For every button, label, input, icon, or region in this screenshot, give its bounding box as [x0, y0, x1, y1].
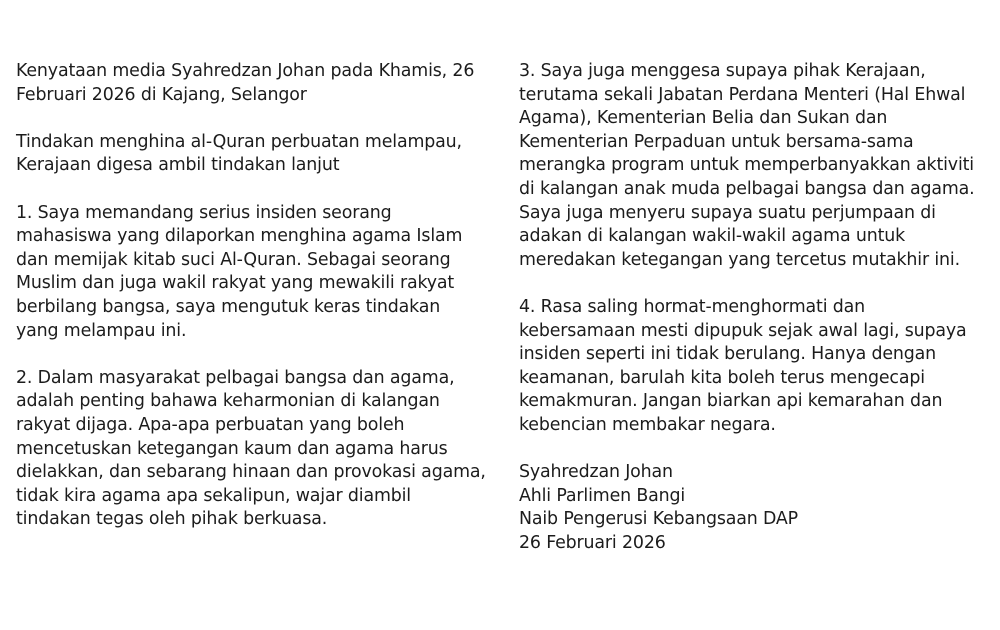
- signature-position: Naib Pengerusi Kebangsaan DAP: [519, 509, 799, 530]
- signature-date: 26 Februari 2026: [519, 532, 666, 553]
- paragraph-point-3: 3. Saya juga menggesa supaya pihak Kerajaan, terutama sekali Jabatan Perdana Menteri (Hal Ehwal Agama), Kementerian Belia dan Sukan dan Kementerian Perpaduan untuk bersama-sama merangka program untuk memperbanyakkan aktiviti di kalangan anak muda pelbagai bangsa dan agama. Saya juga menyeru supaya suatu perjumpaan di adakan di kalangan wakil-wakil agama untuk meredakan ketegangan yang tercetus mutakhir ini.: [519, 61, 975, 270]
- right-column: [519, 60, 989, 555]
- paragraph-point-1: 1. Saya memandang serius insiden seorang mahasiswa yang dilaporkan menghina agama Islam dan memijak kitab suci Al-Quran. Sebagai seorang Muslim dan juga wakil rakyat yang mewakili rakyat berbilang bangsa, saya mengutuk keras tindakan yang melampau ini.: [16, 202, 463, 341]
- statement-subheading: Tindakan menghina al-Quran perbuatan melampau, Kerajaan digesa ambil tindakan lanjut: [16, 131, 462, 176]
- signature-block: [519, 461, 989, 555]
- paragraph-point-4: 4. Rasa saling hormat-menghormati dan kebersamaan mesti dipupuk sejak awal lagi, supaya insiden seperti ini tidak berulang. Hanya dengan keamanan, barulah kita boleh terus mengecapi kemakmuran. Jangan biarkan api kemarahan dan kebencian membakar negara.: [519, 296, 967, 435]
- signature-role: Ahli Parlimen Bangi: [519, 485, 686, 506]
- signature-name: Syahredzan Johan: [519, 462, 673, 483]
- paragraph-point-2: 2. Dalam masyarakat pelbagai bangsa dan agama, adalah penting bahawa keharmonian di kalangan rakyat dijaga. Apa-apa perbuatan yang boleh mencetuskan ketegangan kaum dan agama harus dielakkan, dan sebarang hinaan dan provokasi agama, tidak kira agama apa sekalipun, wajar diambil tindakan tegas oleh pihak berkuasa.: [16, 367, 486, 530]
- left-column: [16, 60, 510, 532]
- statement-heading: Kenyataan media Syahredzan Johan pada Khamis, 26 Februari 2026 di Kajang, Selangor: [16, 61, 475, 105]
